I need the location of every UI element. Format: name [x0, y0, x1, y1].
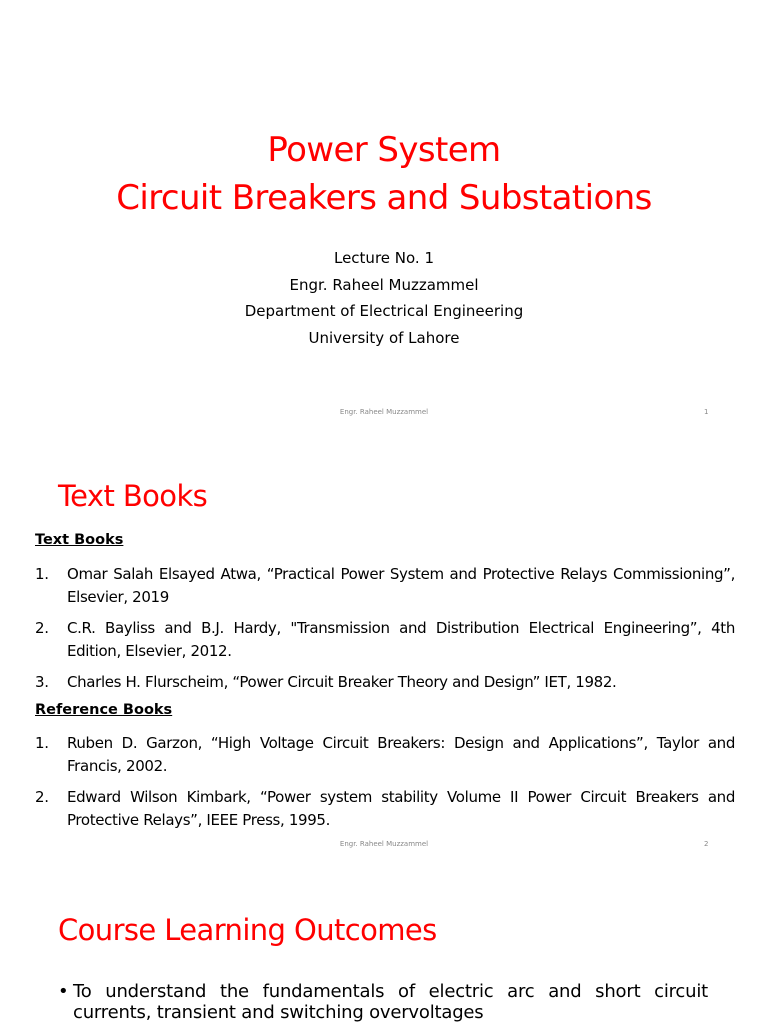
- list-item: [58, 981, 708, 1023]
- outcomes-list: [58, 981, 708, 1023]
- title-line-2: Circuit Breakers and Substations: [116, 178, 652, 218]
- list-item: [35, 563, 735, 609]
- item-text: Omar Salah Elsayed Atwa, “Practical Power System and Protective Relays Commissioning”, Elsevier, 2019: [67, 565, 735, 606]
- university: University of Lahore: [308, 328, 460, 347]
- page-number: 1: [704, 408, 709, 416]
- slide-2: [0, 432, 768, 864]
- list-item: [35, 671, 735, 694]
- text-books-list: [35, 563, 735, 694]
- item-number: 3.: [35, 673, 49, 691]
- slide-heading: Text Books: [58, 479, 208, 513]
- section-label-text-books: Text Books: [35, 532, 124, 548]
- reference-books-list: [35, 732, 735, 832]
- item-number: 1.: [35, 734, 49, 752]
- author-name: Engr. Raheel Muzzammel: [289, 275, 479, 294]
- slide-3: [0, 864, 768, 1024]
- section-label-reference-books: Reference Books: [35, 702, 173, 718]
- slide-heading: Course Learning Outcomes: [58, 913, 437, 947]
- page-number: 2: [704, 840, 709, 848]
- lecture-info: [0, 245, 768, 351]
- item-text: To understand the fundamentals of electric arc and short circuit currents, transient and switching overvoltages: [73, 981, 708, 1023]
- slide-1: [0, 0, 768, 432]
- footer-author: Engr. Raheel Muzzammel: [339, 408, 429, 416]
- list-item: [35, 786, 735, 832]
- item-number: 1.: [35, 565, 49, 583]
- lecture-number: Lecture No. 1: [333, 249, 434, 267]
- list-item: [35, 732, 735, 778]
- item-number: 2.: [35, 788, 49, 806]
- item-text: Ruben D. Garzon, “High Voltage Circuit Breakers: Design and Applications”, Taylor and Francis, 2002.: [67, 734, 735, 775]
- title-line-1: Power System: [267, 130, 501, 170]
- list-item: [35, 617, 735, 663]
- item-text: Charles H. Flurscheim, “Power Circuit Breaker Theory and Design” IET, 1982.: [67, 673, 617, 691]
- footer-author: Engr. Raheel Muzzammel: [339, 840, 429, 848]
- slide-title: [0, 126, 768, 222]
- item-text: C.R. Bayliss and B.J. Hardy, "Transmission and Distribution Electrical Engineering”, 4th Edition, Elsevier, 2012.: [67, 619, 735, 660]
- item-text: Edward Wilson Kimbark, “Power system stability Volume II Power Circuit Breakers and Protective Relays”, IEEE Press, 1995.: [67, 788, 735, 829]
- bullet-symbol: •: [58, 981, 69, 1002]
- item-number: 2.: [35, 619, 49, 637]
- department: Department of Electrical Engineering: [244, 302, 524, 320]
